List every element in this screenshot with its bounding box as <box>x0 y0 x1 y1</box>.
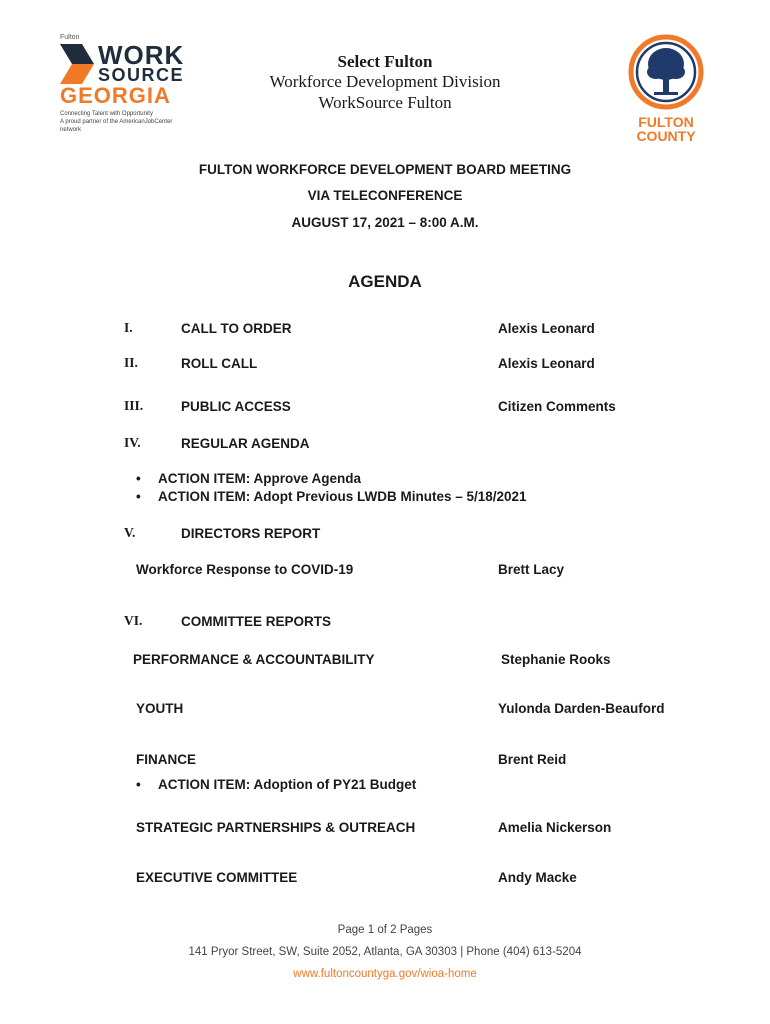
logo-georgia: GEORGIA <box>60 83 171 108</box>
item-number: VI. <box>124 613 143 628</box>
logo-tagline: Connecting Talent with Opportunity <box>60 111 153 117</box>
fulton-county-logo <box>626 34 706 144</box>
meeting-title: FULTON WORKFORCE DEVELOPMENT BOARD MEETING <box>198 162 572 177</box>
committee-presenter: Yulonda Darden-Beauford <box>498 701 665 716</box>
footer-url-link[interactable]: www.fultoncountyga.gov/wioa-home <box>293 968 477 980</box>
logo-work: WORK <box>98 40 185 70</box>
header-title: Select Fulton <box>337 52 433 71</box>
agenda-title: AGENDA <box>348 272 422 291</box>
item-label: DIRECTORS REPORT <box>181 526 321 541</box>
committee-presenter: Stephanie Rooks <box>501 652 611 667</box>
logo-top-label: Fulton <box>60 34 80 41</box>
logo-source: SOURCE <box>98 65 185 85</box>
item-number: IV. <box>124 435 141 450</box>
item-label: COMMITTEE REPORTS <box>181 614 332 629</box>
directors-report-topic: Workforce Response to COVID-19 <box>136 562 354 577</box>
footer-url-line <box>0 968 770 980</box>
page-number: Page 1 of 2 Pages <box>337 924 433 936</box>
footer-phone: Phone (404) 613-5204 <box>466 946 582 958</box>
footer-address: 141 Pryor Street, SW, Suite 2052, Atlanta, GA 30303 <box>188 946 457 958</box>
item-label: PUBLIC ACCESS <box>181 399 291 414</box>
committee-presenter: Brent Reid <box>498 752 567 767</box>
item-presenter: Alexis Leonard <box>498 321 595 336</box>
header-subtitle-1: Workforce Development Division <box>269 72 501 91</box>
footer-separator: | <box>457 946 467 958</box>
bullet-item: • ACTION ITEM: Adoption of PY21 Budget <box>136 777 417 792</box>
committee-presenter: Andy Macke <box>498 870 577 885</box>
logo-partner: A proud partner of the AmericanJobCenter network <box>60 119 173 133</box>
meeting-mode: VIA TELECONFERENCE <box>307 188 463 203</box>
committee-label: EXECUTIVE COMMITTEE <box>136 870 298 885</box>
item-label: CALL TO ORDER <box>181 321 292 336</box>
directors-report-presenter: Brett Lacy <box>498 562 565 577</box>
header-subtitle-2: WorkSource Fulton <box>318 93 452 112</box>
tree-seal-icon <box>626 34 706 110</box>
committee-label: PERFORMANCE & ACCOUNTABILITY <box>133 652 375 667</box>
item-label: ROLL CALL <box>181 356 258 371</box>
item-presenter: Citizen Comments <box>498 399 616 414</box>
committee-label: YOUTH <box>136 701 184 716</box>
committee-presenter: Amelia Nickerson <box>498 820 612 835</box>
logo-fulton: FULTON <box>638 114 694 130</box>
item-number: I. <box>124 320 133 335</box>
item-presenter: Alexis Leonard <box>498 356 595 371</box>
bullet-icon: • <box>136 471 141 486</box>
bullet-item: • ACTION ITEM: Adopt Previous LWDB Minutes – 5/18/2021 <box>136 489 527 504</box>
footer-address-line <box>0 946 770 958</box>
committee-label: FINANCE <box>136 752 196 767</box>
item-number: V. <box>124 525 136 540</box>
committee-label: STRATEGIC PARTNERSHIPS & OUTREACH <box>136 820 416 835</box>
bullet-item: • ACTION ITEM: Approve Agenda <box>136 471 362 486</box>
bullet-icon: • <box>136 777 141 792</box>
logo-county: COUNTY <box>636 128 696 144</box>
item-number: III. <box>124 398 144 413</box>
item-label: REGULAR AGENDA <box>181 436 310 451</box>
bullet-icon: • <box>136 489 141 504</box>
item-number: II. <box>124 355 138 370</box>
meeting-date: AUGUST 17, 2021 – 8:00 A.M. <box>291 215 479 230</box>
